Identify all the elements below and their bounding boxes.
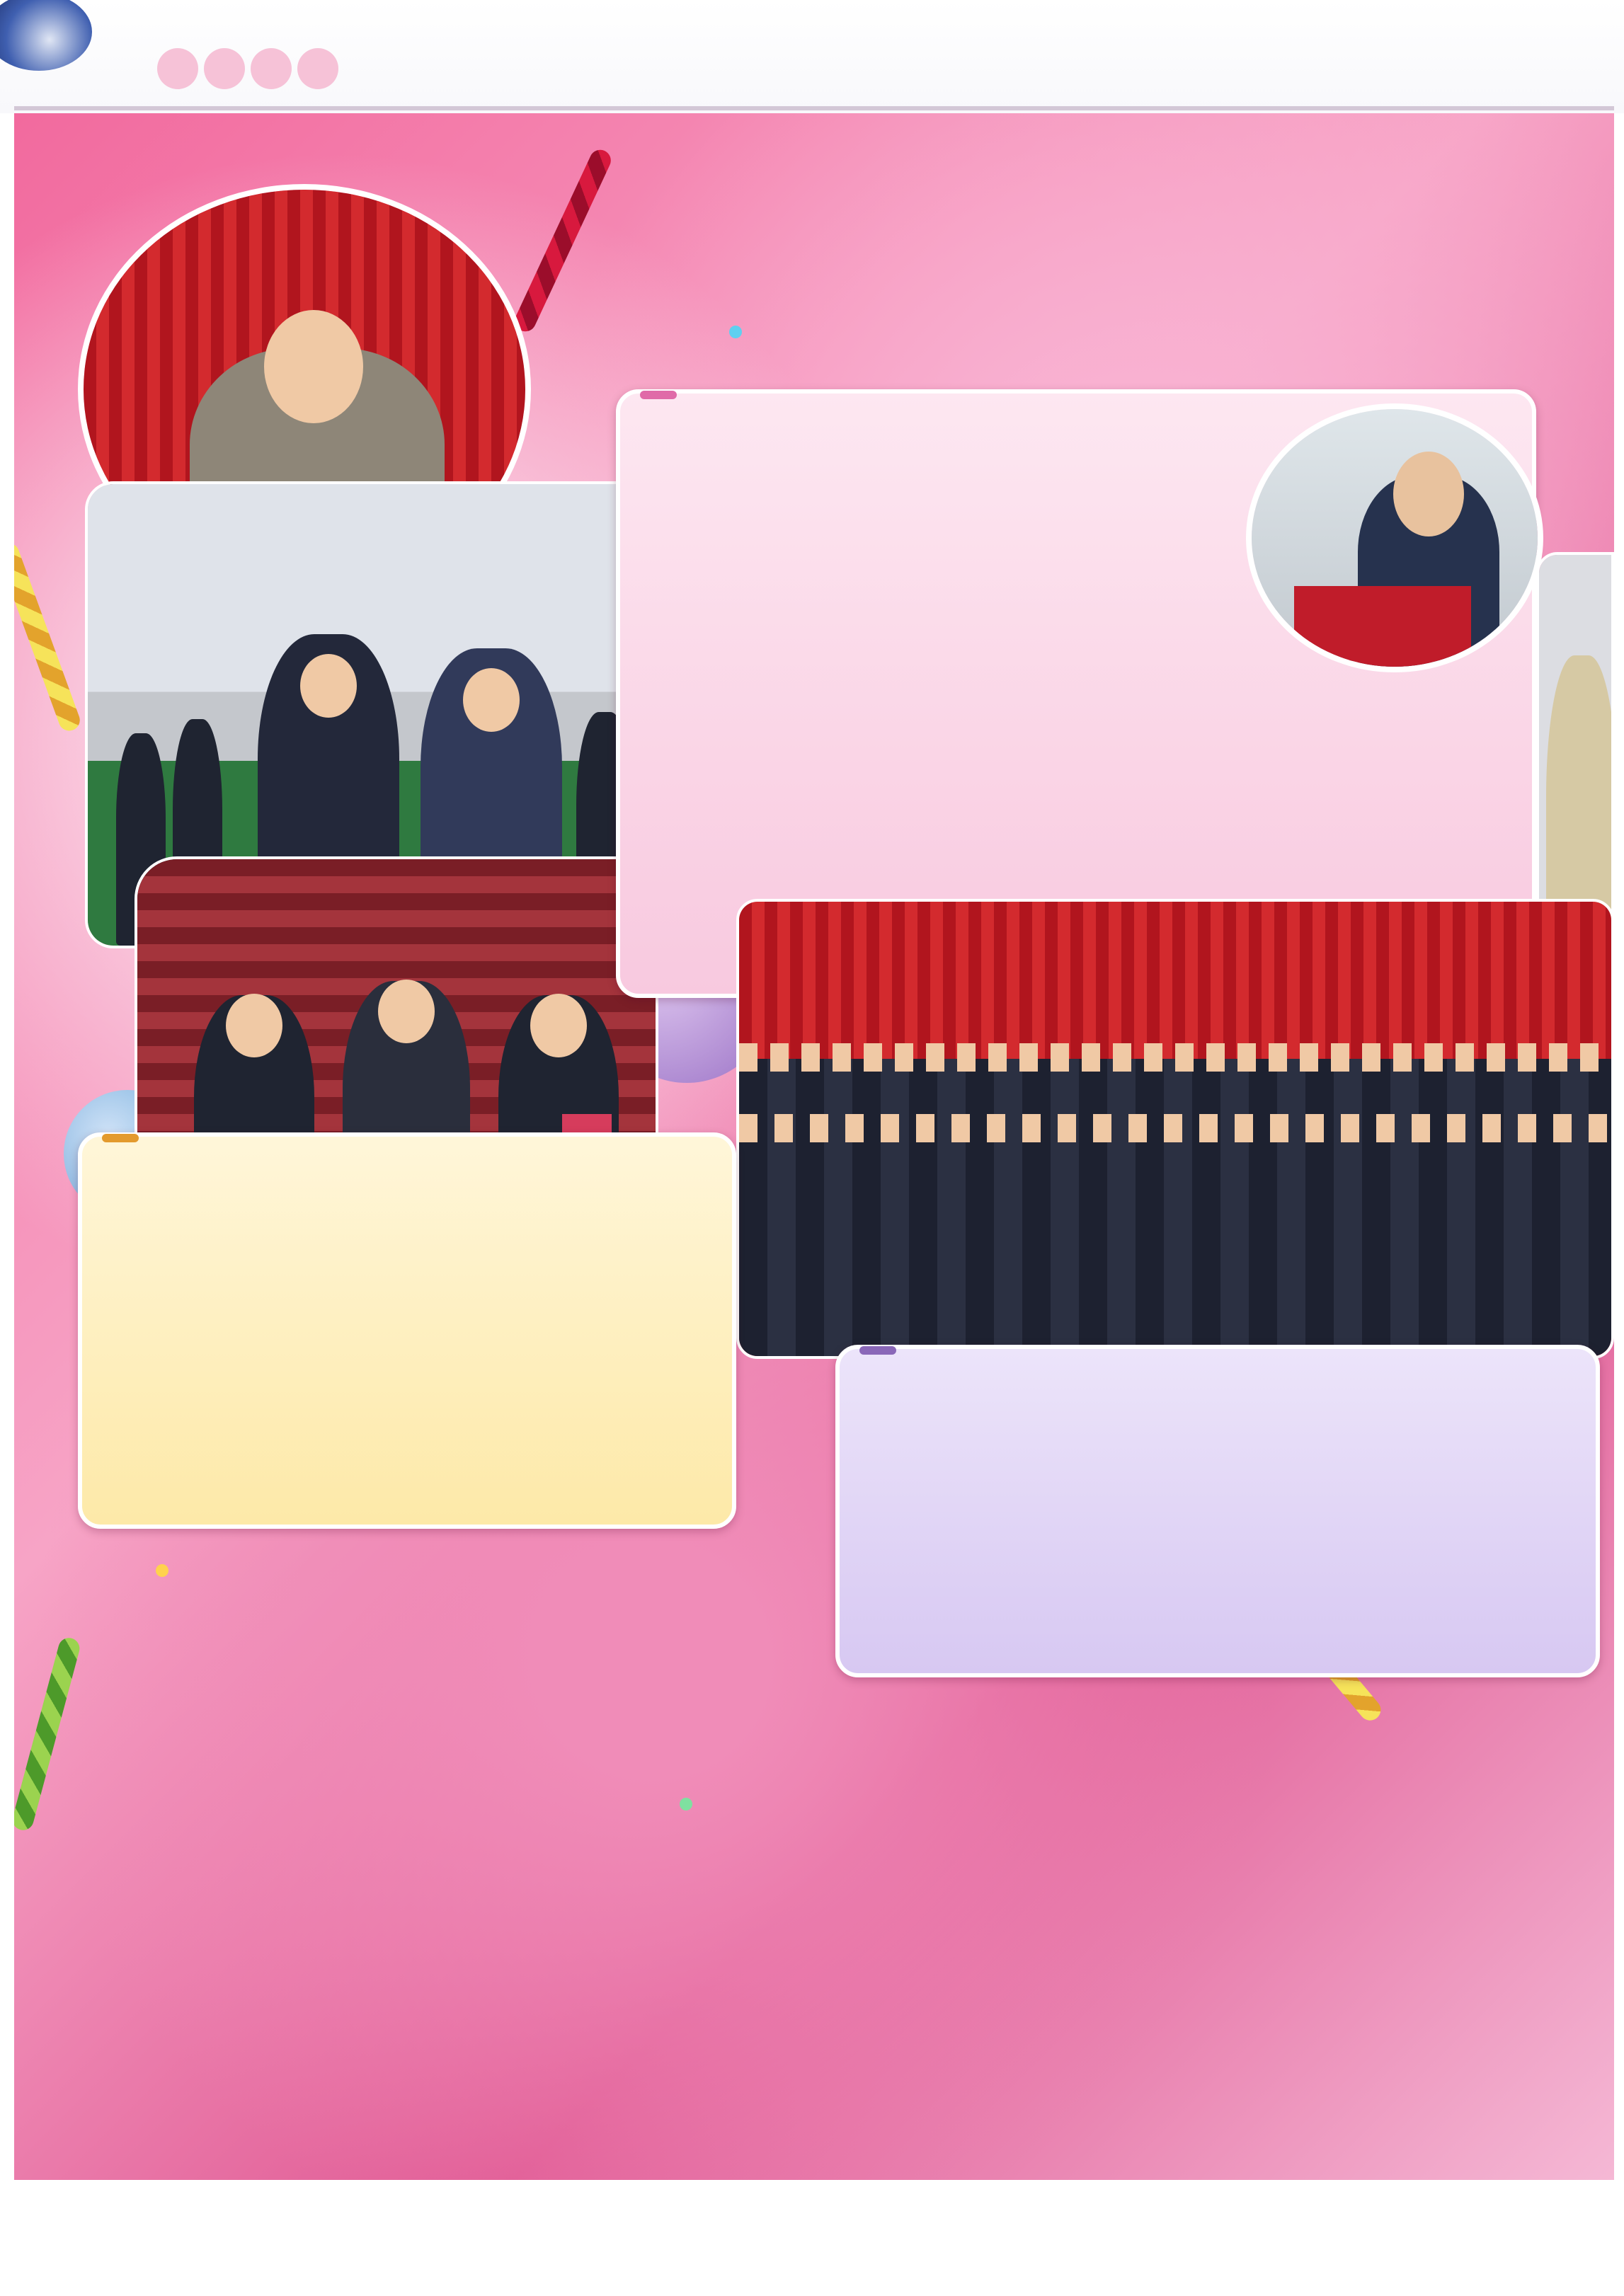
podium xyxy=(1294,586,1471,672)
confetti xyxy=(156,1564,168,1577)
group-stage-photo xyxy=(736,899,1614,1359)
section-char xyxy=(297,48,338,89)
section-char xyxy=(157,48,198,89)
student-head xyxy=(530,994,587,1057)
speaker-head xyxy=(1393,452,1464,536)
article-heading xyxy=(640,391,677,399)
article-heading xyxy=(859,1346,896,1355)
section-char xyxy=(204,48,245,89)
streamer-decoration xyxy=(511,147,614,335)
section-tag xyxy=(157,48,338,89)
speaker-head xyxy=(264,310,363,423)
page-header xyxy=(0,0,1624,113)
graduates-group xyxy=(739,1059,1611,1356)
confetti xyxy=(729,326,742,338)
faces-row xyxy=(739,1043,1611,1072)
article-heading xyxy=(102,1134,139,1142)
header-rule xyxy=(14,106,1614,110)
article-huang-jingting xyxy=(78,1132,736,1529)
student-head xyxy=(226,994,282,1057)
article-luo xyxy=(835,1345,1600,1677)
faces-row xyxy=(739,1114,1611,1142)
guest-head xyxy=(300,654,357,718)
streamer-decoration xyxy=(14,540,83,733)
speech-photo xyxy=(1246,403,1543,672)
section-char xyxy=(251,48,292,89)
streamer-decoration xyxy=(14,1636,82,1832)
principal-head xyxy=(378,980,435,1043)
guest-head xyxy=(463,668,520,732)
globe-icon xyxy=(0,0,92,71)
feature-spread xyxy=(14,113,1614,2180)
confetti xyxy=(680,1798,692,1810)
